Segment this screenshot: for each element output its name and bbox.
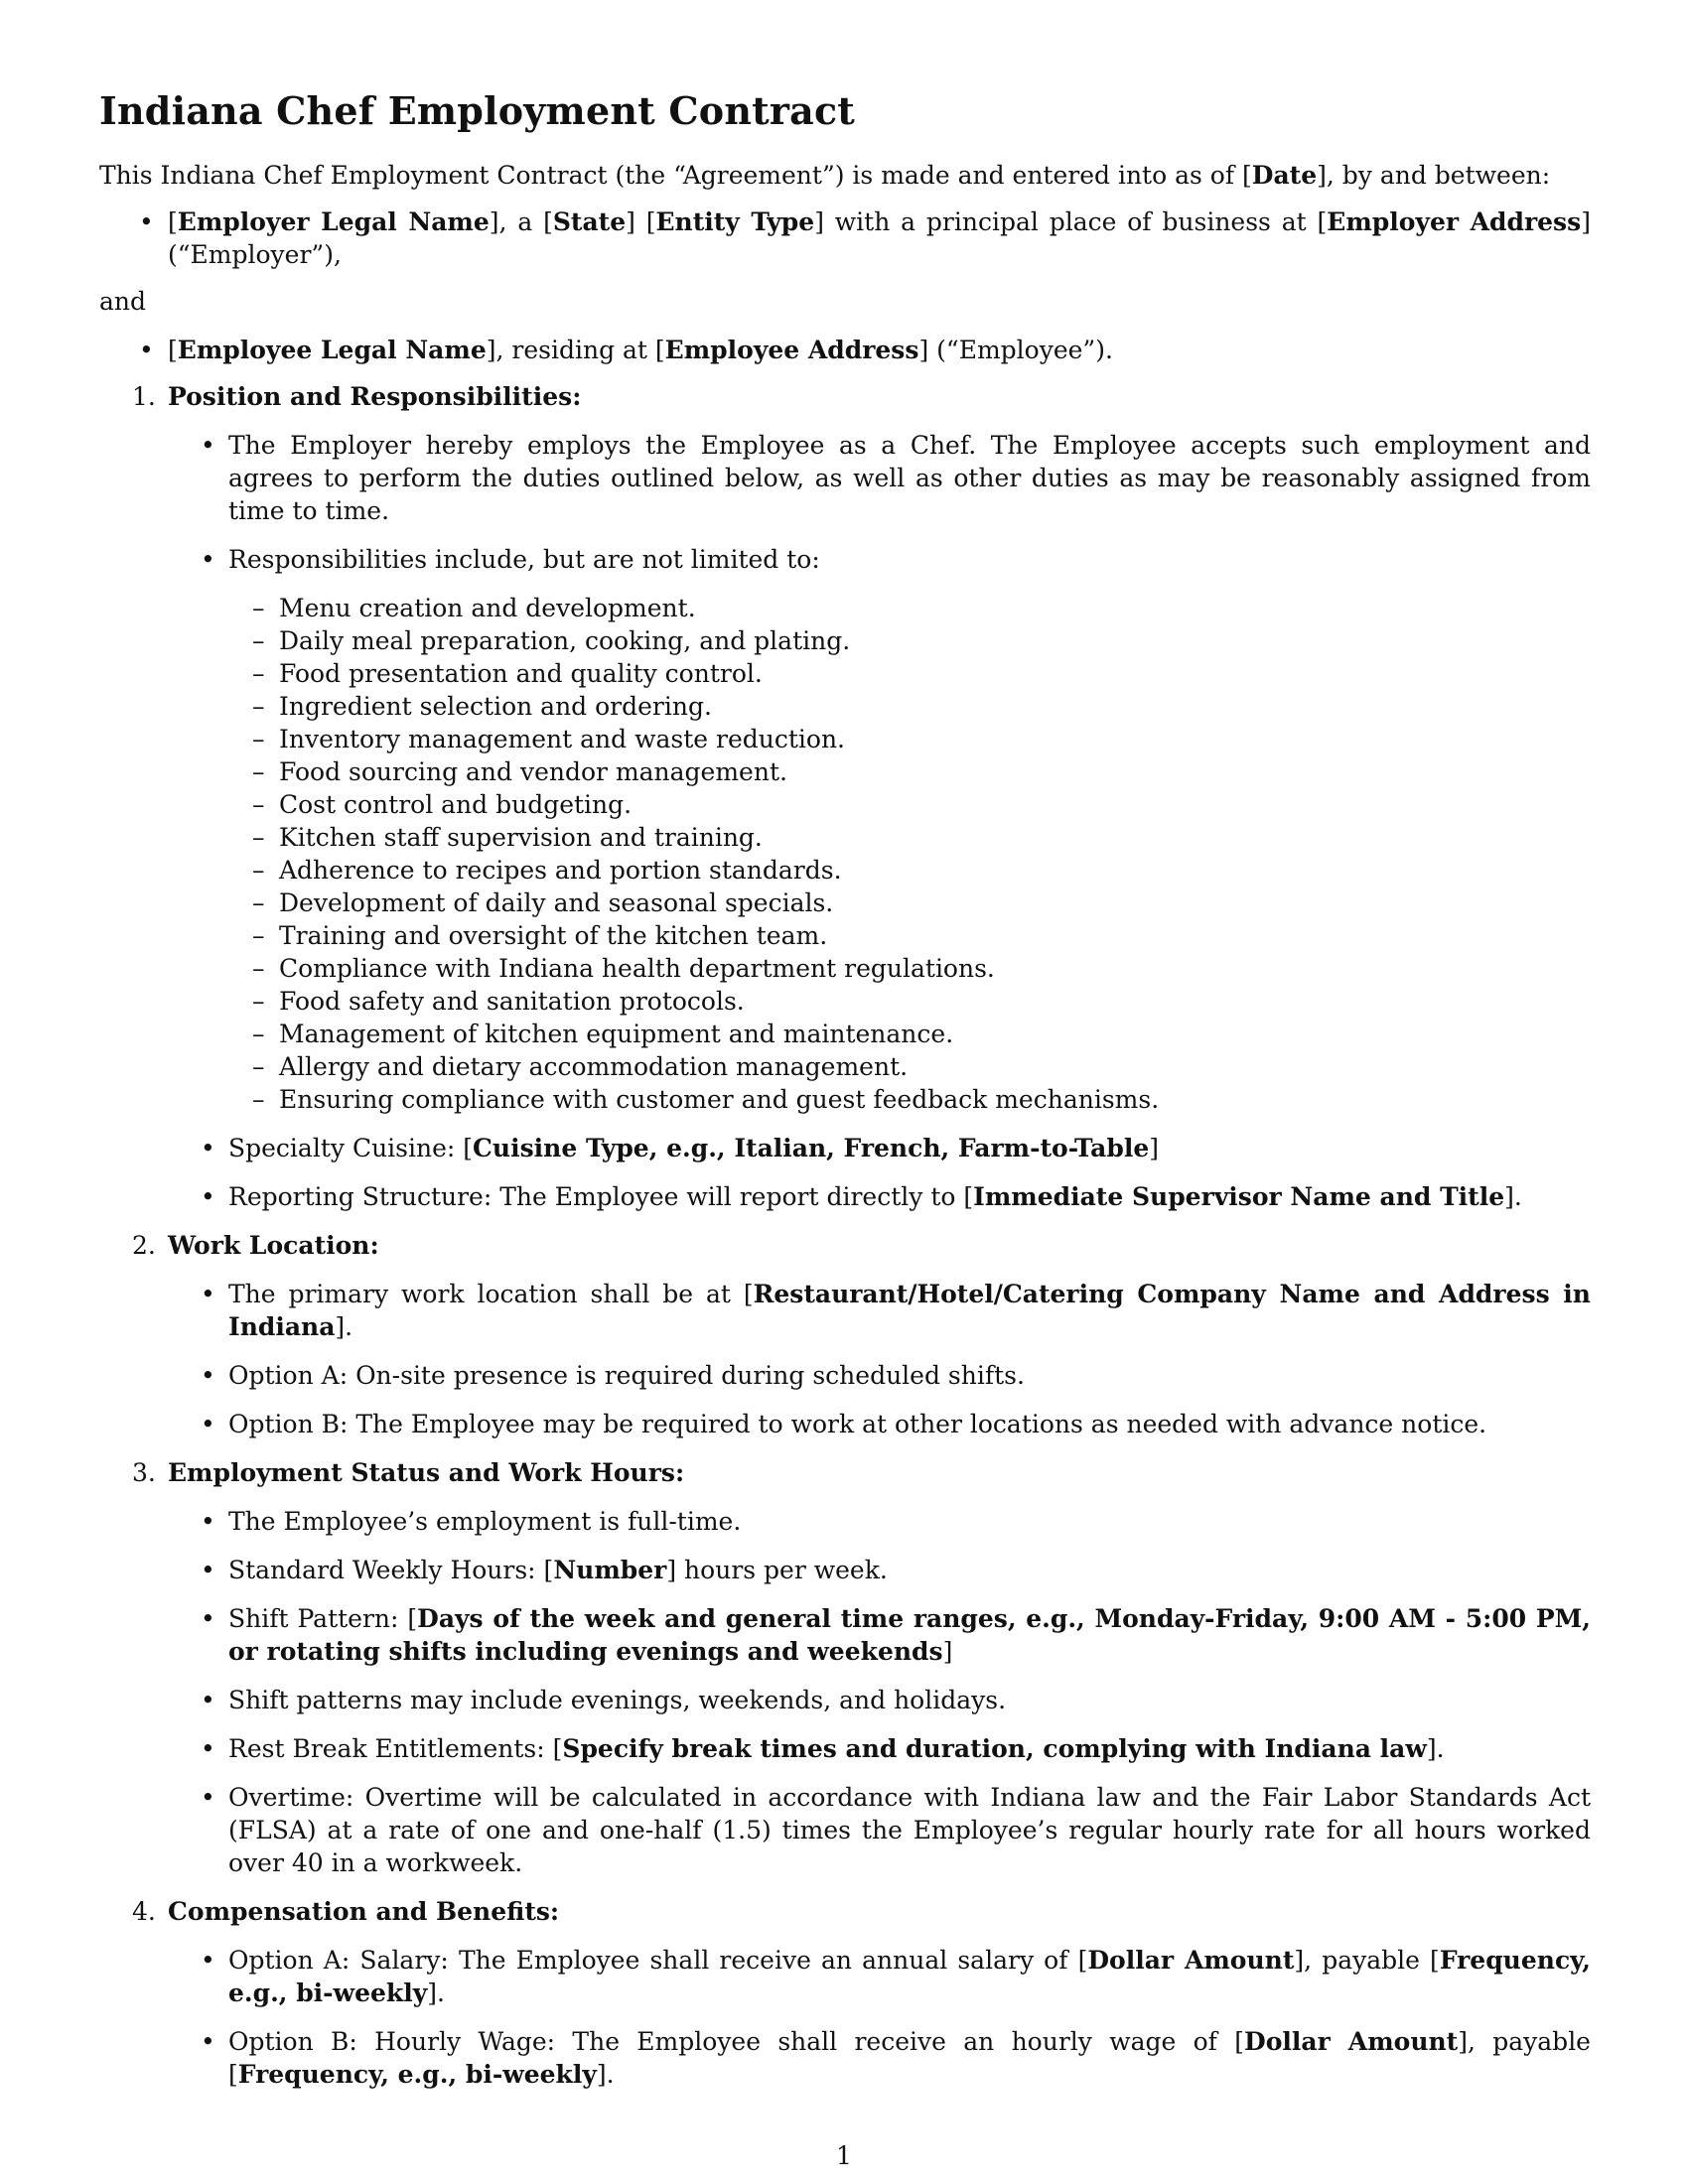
- duty-item: – Daily meal preparation, cooking, and plating.: [228, 624, 1591, 657]
- section-heading: Position and Responsibilities:: [168, 382, 582, 411]
- salary-amount-placeholder: Dollar Amount: [1087, 1946, 1295, 1975]
- list-item: • Specialty Cuisine: [Cuisine Type, e.g., Italian, French, Farm-to-Table]: [168, 1132, 1591, 1164]
- list-item: • Option B: The Employee may be required to work at other locations as needed with advance notice.: [168, 1408, 1591, 1440]
- duty-item: – Allergy and dietary accommodation management.: [228, 1050, 1591, 1083]
- list-item: • Responsibilities include, but are not limited to: – Menu creation and development. – Daily meal preparation, cooking, and plating. – Food presentation and quality control. – Ingredient selection and ordering. – Inventory management and waste reduction. – Food sourcing and vendor management. – Cost control and budgeting. – Kitchen staff supervision and training. – Adherence to recipes and portion standards. – Development of daily and seasonal specials. – Training and oversight of the kitchen team. – Compliance with Indiana health department regulations. – Food safety and sanitation protocols. – Management of kitchen equipment and maintenance. – Allergy and dietary accommodation management. – Ensuring compliance with customer and guest feedback mechanisms.: [168, 543, 1591, 1116]
- employee-name-placeholder: Employee Legal Name: [177, 336, 487, 364]
- document-title: Indiana Chef Employment Contract: [99, 88, 856, 133]
- employer-party: • [Employer Legal Name], a [State] [Entity Type] with a principal place of business at [Employer Address] (“Employer”),: [99, 205, 1591, 271]
- list-item: • Shift Pattern: [Days of the week and general time ranges, e.g., Monday-Friday, 9:00 AM - 5:00 PM, or rotating shifts including evenings and weekends]: [168, 1602, 1591, 1668]
- shift-placeholder: Days of the week and general time ranges, e.g., Monday-Friday, 9:00 AM - 5:00 PM, or rotating shifts including evenings and weekends: [228, 1604, 1591, 1666]
- parties-list-2: [99, 334, 1591, 366]
- duty-item: – Compliance with Indiana health department regulations.: [228, 952, 1591, 985]
- duty-item: – Management of kitchen equipment and maintenance.: [228, 1018, 1591, 1050]
- section-position: 1. Position and Responsibilities: • The Employer hereby employs the Employee as a Chef. The Employee accepts such employment and agrees to perform the duties outlined below, as well as other duties as may be reasonably assigned from time to time. • Responsibilities include, but are not limited to: – Menu creation and development. – Daily meal preparation, cooking, and plating. – Food presentation and quality control. – Ingredient selection and ordering. – Inventory management and waste reduction. – Food sourcing and vendor management. – Cost control and budgeting. – Kitchen staff supervision and training. – Adherence to recipes and portion standards. – Development of daily and seasonal specials. – Training and oversight of the kitchen team. – Compliance with Indiana health department regulations. – Food safety and sanitation protocols. – Management of kitchen equipment and maintenance. – Allergy and dietary accommodation management. – Ensuring compliance with customer and guest feedback mechanisms. • Specialty Cuisine: [Cuisine Type, e.g., Italian, French, Farm-to-Table] • Reporting Structure: The Employee will report directly to [Immediate Supervisor Name and Title].: [99, 380, 1591, 1213]
- duty-item: – Training and oversight of the kitchen team.: [228, 919, 1591, 952]
- entity-type-placeholder: Entity Type: [655, 207, 815, 236]
- cuisine-placeholder: Cuisine Type, e.g., Italian, French, Farm-to-Table: [473, 1134, 1150, 1162]
- salary-frequency-placeholder: Frequency, e.g., bi-weekly: [228, 1946, 1591, 2007]
- list-item: • Rest Break Entitlements: [Specify break times and duration, complying with Indiana law].: [168, 1732, 1591, 1765]
- list-item: • Shift patterns may include evenings, weekends, and holidays.: [168, 1684, 1591, 1716]
- section-compensation: 4. Compensation and Benefits: • Option A: Salary: The Employee shall receive an annual salary of [Dollar Amount], payable [Frequency, e.g., bi-weekly]. • Option B: Hourly Wage: The Employee shall receive an hourly wage of [Dollar Amount], payable [Frequency, e.g., bi-weekly].: [99, 1895, 1591, 2091]
- list-item: • Standard Weekly Hours: [Number] hours per week.: [168, 1554, 1591, 1586]
- document-body: [99, 159, 1591, 2107]
- location-placeholder: Restaurant/Hotel/Catering Company Name and Address in Indiana: [228, 1280, 1591, 1341]
- state-placeholder: State: [552, 207, 627, 236]
- parties-list: [99, 205, 1591, 271]
- list-item: • The Employee’s employment is full-time.: [168, 1505, 1591, 1538]
- list-item: • Option A: Salary: The Employee shall receive an annual salary of [Dollar Amount], payable [Frequency, e.g., bi-weekly].: [168, 1944, 1591, 2009]
- intro-paragraph: This Indiana Chef Employment Contract (the “Agreement”) is made and entered into as of [Date], by and between:: [99, 161, 1551, 190]
- list-item: • Reporting Structure: The Employee will report directly to [Immediate Supervisor Name and Title].: [168, 1180, 1591, 1213]
- section-work-location: 2. Work Location: • The primary work location shall be at [Restaurant/Hotel/Catering Company Name and Address in Indiana]. • Option A: On-site presence is required during scheduled shifts. • Option B: The Employee may be required to work at other locations as needed with advance notice.: [99, 1229, 1591, 1440]
- employee-address-placeholder: Employee Address: [664, 336, 919, 364]
- date-placeholder: Date: [1251, 161, 1318, 190]
- wage-frequency-placeholder: Frequency, e.g., bi-weekly: [237, 2060, 597, 2089]
- wage-amount-placeholder: Dollar Amount: [1244, 2027, 1459, 2056]
- duty-item: – Cost control and budgeting.: [228, 788, 1591, 821]
- employee-party: • [Employee Legal Name], residing at [Employee Address] (“Employee”).: [99, 334, 1591, 366]
- duty-item: – Inventory management and waste reduction.: [228, 723, 1591, 755]
- employer-address-placeholder: Employer Address: [1327, 207, 1582, 236]
- duty-item: – Adherence to recipes and portion standards.: [228, 854, 1591, 887]
- duty-item: – Food sourcing and vendor management.: [228, 755, 1591, 788]
- rest-break-placeholder: Specify break times and duration, complying with Indiana law: [562, 1734, 1427, 1763]
- list-item: • Option A: On-site presence is required during scheduled shifts.: [168, 1359, 1591, 1392]
- duty-item: – Food safety and sanitation protocols.: [228, 985, 1591, 1018]
- section-heading: Compensation and Benefits:: [168, 1897, 560, 1926]
- document-page: [99, 0, 1591, 2184]
- section-employment-status: 3. Employment Status and Work Hours: • The Employee’s employment is full-time. • Standard Weekly Hours: [Number] hours per week. • Shift Pattern: [Days of the week and general time ranges, e.g., Monday-Friday, 9:00 AM - 5:00 PM, or rotating shifts including evenings and weekends] • Shift patterns may include evenings, weekends, and holidays. • Rest Break Entitlements: [Specify break times and duration, complying with Indiana law]. • Overtime: Overtime will be calculated in accordance with Indiana law and the Fair Labor Standards Act (FLSA) at a rate of one and one-half (1.5) times the Employee’s regular hourly rate for all hours worked over 40 in a workweek.: [99, 1456, 1591, 1879]
- supervisor-placeholder: Immediate Supervisor Name and Title: [973, 1182, 1505, 1211]
- duty-item: – Kitchen staff supervision and training.: [228, 821, 1591, 854]
- page-number: 1: [836, 2141, 852, 2170]
- duty-item: – Ingredient selection and ordering.: [228, 690, 1591, 723]
- section-heading: Work Location:: [168, 1231, 379, 1260]
- employer-name-placeholder: Employer Legal Name: [177, 207, 490, 236]
- section-heading: Employment Status and Work Hours:: [168, 1458, 685, 1487]
- duty-item: – Development of daily and seasonal specials.: [228, 887, 1591, 919]
- list-item: • The primary work location shall be at [Restaurant/Hotel/Catering Company Name and Address in Indiana].: [168, 1278, 1591, 1343]
- list-item: • The Employer hereby employs the Employee as a Chef. The Employee accepts such employment and agrees to perform the duties outlined below, as well as other duties as may be reasonably assigned from time to time.: [168, 429, 1591, 527]
- sections-list: [99, 380, 1591, 2091]
- list-item: • Overtime: Overtime will be calculated in accordance with Indiana law and the Fair Labor Standards Act (FLSA) at a rate of one and one-half (1.5) times the Employee’s regular hourly rate for all hours worked over 40 in a workweek.: [168, 1781, 1591, 1879]
- duty-item: – Menu creation and development.: [228, 592, 1591, 624]
- duty-item: – Food presentation and quality control.: [228, 657, 1591, 690]
- list-item: • Option B: Hourly Wage: The Employee shall receive an hourly wage of [Dollar Amount], payable [Frequency, e.g., bi-weekly].: [168, 2025, 1591, 2091]
- and-conjunction: and: [99, 287, 147, 316]
- hours-placeholder: Number: [553, 1556, 667, 1584]
- duty-item: – Ensuring compliance with customer and guest feedback mechanisms.: [228, 1083, 1591, 1116]
- duties-list: [228, 592, 1591, 1116]
